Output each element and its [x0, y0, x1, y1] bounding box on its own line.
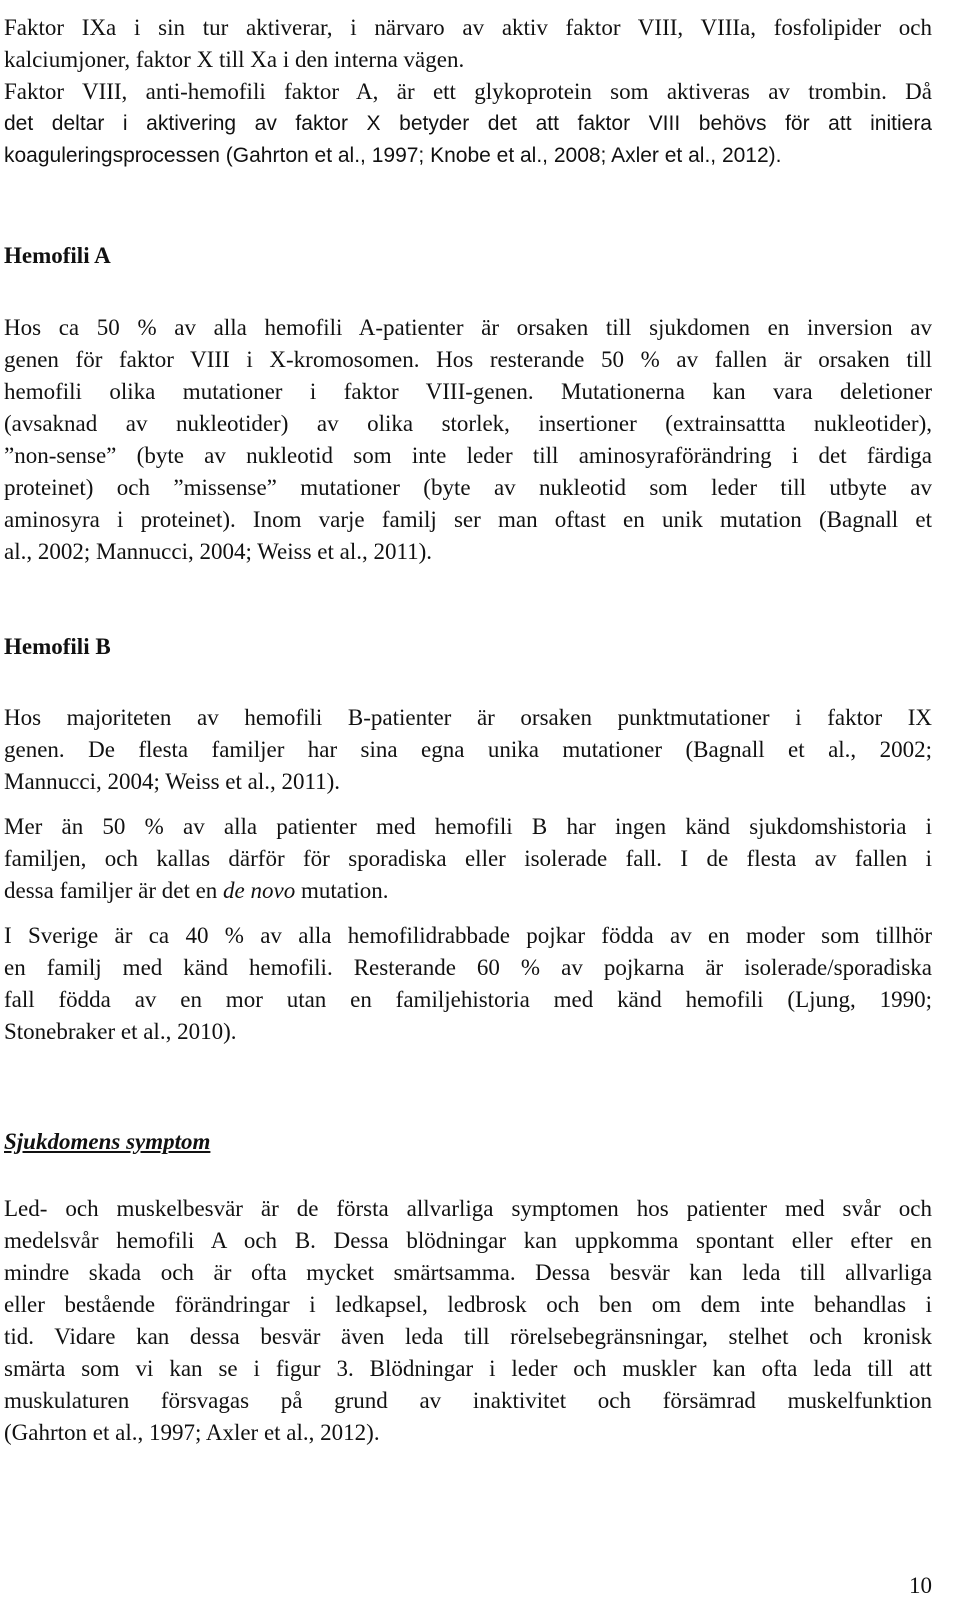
- hemofili-b-line: Stonebraker et al., 2010).: [4, 1019, 237, 1044]
- hemofili-b-line: fall födda av en mor utan en familjehistoria med känd hemofili (Ljung, 1990;: [4, 987, 932, 1012]
- section-heading-hemofili-a: Hemofili A: [4, 243, 111, 268]
- hemofili-a-line: (avsaknad av nukleotider) av olika storlek, insertioner (extrainsattta nukleotider),: [4, 411, 932, 436]
- section-heading-hemofili-b: Hemofili B: [4, 634, 111, 659]
- intro-line: Faktor VIII, anti-hemofili faktor A, är ett glykoprotein som aktiveras av trombin. Då: [4, 79, 932, 104]
- line-text: dessa familjer är det en: [4, 878, 224, 903]
- de-novo-term: de novo: [223, 878, 296, 903]
- hemofili-b-line: familjen, och kallas därför för sporadiska eller isolerade fall. I de flesta av fallen i: [4, 846, 932, 871]
- symptom-line: (Gahrton et al., 1997; Axler et al., 2012).: [4, 1420, 380, 1445]
- hemofili-a-line: Hos ca 50 % av alla hemofili A-patienter är orsaken till sjukdomen en inversion av: [4, 315, 932, 340]
- hemofili-b-line: Mer än 50 % av alla patienter med hemofili B har ingen känd sjukdomshistoria i: [4, 814, 932, 839]
- symptom-line: smärta som vi kan se i figur 3. Blödningar i leder och muskler kan ofta leda till att: [4, 1356, 932, 1381]
- hemofili-a-line: proteinet) och ”missense” mutationer (byte av nukleotid som leder till utbyte av: [4, 475, 932, 500]
- hemofili-b-line: [4, 875, 932, 907]
- hemofili-b-line: Mannucci, 2004; Weiss et al., 2011).: [4, 769, 341, 794]
- hemofili-b-line: Hos majoriteten av hemofili B-patienter är orsaken punktmutationer i faktor IX: [4, 705, 932, 730]
- symptom-line: muskulaturen försvagas på grund av inaktivitet och försämrad muskelfunktion: [4, 1388, 932, 1413]
- symptom-line: tid. Vidare kan dessa besvär även leda till rörelsebegränsningar, stelhet och kronisk: [4, 1324, 932, 1349]
- intro-line: Faktor IXa i sin tur aktiverar, i närvaro av aktiv faktor VIII, VIIIa, fosfolipider och: [4, 15, 932, 40]
- hemofili-a-line: hemofili olika mutationer i faktor VIII-genen. Mutationerna kan vara deletioner: [4, 379, 932, 404]
- section-heading-symptom: Sjukdomens symptom: [4, 1129, 211, 1154]
- hemofili-a-line: ”non-sense” (byte av nukleotid som inte leder till aminosyraförändring i det färdiga: [4, 443, 932, 468]
- hemofili-b-line: I Sverige är ca 40 % av alla hemofilidrabbade pojkar födda av en moder som tillhör: [4, 923, 932, 948]
- hemofili-a-line: genen för faktor VIII i X-kromosomen. Hos resterande 50 % av fallen är orsaken till: [4, 347, 932, 372]
- symptom-line: mindre skada och är ofta mycket smärtsamma. Dessa besvär kan leda till allvarliga: [4, 1260, 932, 1285]
- hemofili-b-line: en familj med känd hemofili. Resterande 60 % av pojkarna är isolerade/sporadiska: [4, 955, 932, 980]
- symptom-line: Led- och muskelbesvär är de första allvarliga symptomen hos patienter med svår och: [4, 1196, 932, 1221]
- hemofili-a-line: al., 2002; Mannucci, 2004; Weiss et al., 2011).: [4, 539, 433, 564]
- intro-line: kalciumjoner, faktor X till Xa i den interna vägen.: [4, 47, 465, 72]
- hemofili-a-line: aminosyra i proteinet). Inom varje familj ser man oftast en unik mutation (Bagnall et: [4, 507, 932, 532]
- symptom-line: medelsvår hemofili A och B. Dessa blödningar kan uppkomma spontant eller efter en: [4, 1228, 932, 1253]
- intro-line: koaguleringsprocessen (Gahrton et al., 1997; Knobe et al., 2008; Axler et al., 2012).: [4, 144, 782, 167]
- line-text: mutation.: [295, 878, 389, 903]
- symptom-line: eller bestående förändringar i ledkapsel, ledbrosk och ben om dem inte behandlas i: [4, 1292, 932, 1317]
- hemofili-b-line: genen. De flesta familjer har sina egna unika mutationer (Bagnall et al., 2002;: [4, 737, 932, 762]
- page-number: 10: [909, 1573, 932, 1598]
- intro-line: det deltar i aktivering av faktor X betyder det att faktor VIII behövs för att initiera: [4, 112, 932, 135]
